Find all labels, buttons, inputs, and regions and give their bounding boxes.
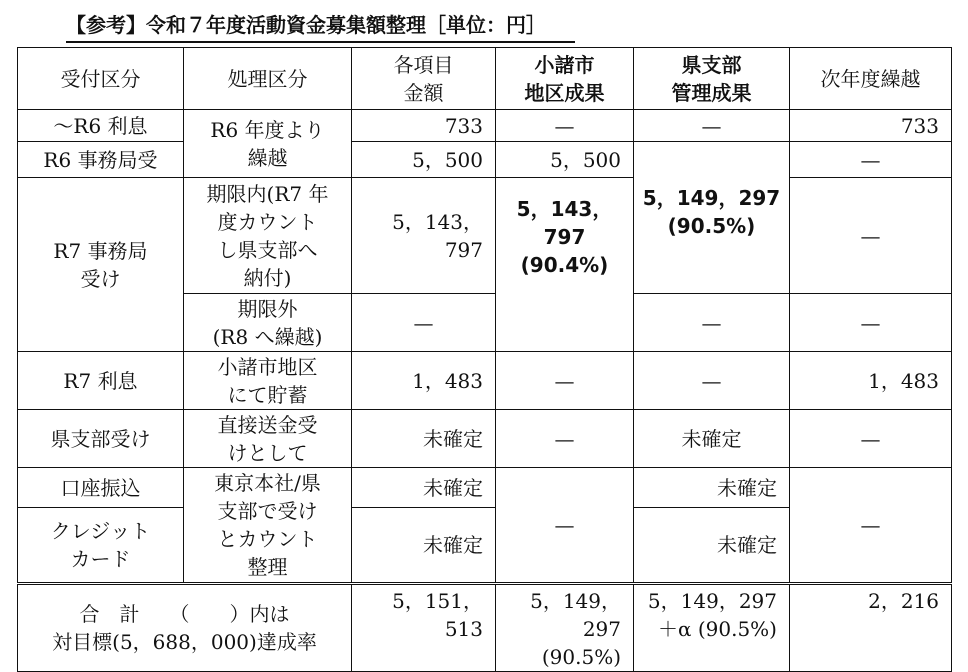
- cell-total-city: [496, 584, 634, 672]
- cell-transfer-pref: 未確定: [634, 468, 790, 508]
- fund-summary-table: [17, 47, 952, 672]
- cell-r6-interest-label: ～R6 利息: [18, 110, 184, 142]
- cell-total-city-value: 5，149，297: [530, 589, 621, 641]
- cell-total-pref: [634, 584, 790, 672]
- cell-r6-interest-carry: 733: [790, 110, 952, 142]
- cell-r6-office-city: 5，500: [496, 142, 634, 178]
- cell-r7-in-period-process: [184, 178, 352, 294]
- cell-pref-receipt-process-line2: けとして: [227, 440, 308, 465]
- row-r7-interest: [18, 352, 952, 410]
- cell-r7-out-period-line2: (R8 へ繰越): [212, 324, 323, 349]
- cell-r7-interest-process-line2: にて貯蓄: [227, 382, 308, 407]
- cell-total-amount: 5，151，513: [352, 584, 496, 672]
- cell-pref-receipt-city: —: [496, 410, 634, 468]
- cell-r7-city-result: [496, 178, 634, 352]
- cell-pref-merged-value: 5，149，297: [642, 186, 781, 210]
- cell-total-label-line1: 合 計 （ ）内は: [79, 602, 290, 626]
- cell-r6-office-carry: —: [790, 142, 952, 178]
- header-row: [18, 48, 952, 110]
- cell-total-label-line2: 対目標(5，688，000)達成率: [52, 630, 317, 654]
- cell-r7-office-label-line2: 受け: [80, 266, 121, 291]
- cell-r7-out-period-line1: 期限外: [237, 296, 298, 321]
- header-process-category: 処理区分: [184, 48, 352, 110]
- row-total: [18, 584, 952, 672]
- cell-total-pref-rate: ＋α (90.5%): [657, 617, 777, 641]
- header-item-amount-line1: 各項目: [393, 52, 454, 77]
- cell-r7-in-period-line1: 期限内(R7 年: [206, 181, 329, 206]
- cell-pref-merged-result: [634, 142, 790, 294]
- cell-pref-receipt-amount: 未確定: [352, 410, 496, 468]
- row-bank-transfer: [18, 468, 952, 508]
- cell-shared-process-line1: 東京本社/県: [214, 471, 321, 495]
- cell-r7-office-label-line1: R7 事務局: [53, 238, 148, 263]
- cell-credit-amount: 未確定: [352, 508, 496, 584]
- cell-r7-in-period-line2: 度カウント: [217, 209, 318, 234]
- cell-r6-carry-process: [184, 110, 352, 178]
- cell-pref-receipt-pref: 未確定: [634, 410, 790, 468]
- cell-pref-receipt-process-line1: 直接送金受: [217, 412, 318, 437]
- cell-pref-merged-rate: (90.5%): [667, 214, 756, 238]
- cell-r7-interest-city: —: [496, 352, 634, 410]
- cell-pref-receipt-carry: —: [790, 410, 952, 468]
- cell-credit-pref: 未確定: [634, 508, 790, 584]
- cell-total-carry: 2，216: [790, 584, 952, 672]
- cell-r7-out-period-amount: —: [352, 294, 496, 352]
- cell-r6-office-label: R6 事務局受: [18, 142, 184, 178]
- header-prefecture-result-line2: 管理成果: [671, 80, 752, 105]
- cell-r7-interest-process-line1: 小諸市地区: [217, 354, 318, 379]
- cell-shared-process: [184, 468, 352, 584]
- row-pref-receipt: [18, 410, 952, 468]
- row-r7-office-in-period: [18, 178, 952, 294]
- cell-transfer-credit-city: —: [496, 468, 634, 584]
- cell-r7-interest-label: R7 利息: [18, 352, 184, 410]
- header-prefecture-result-line1: 県支部: [681, 52, 742, 77]
- cell-r6-interest-amount: 733: [352, 110, 496, 142]
- cell-r7-out-period-carry: —: [790, 294, 952, 352]
- cell-r7-in-period-line3: し県支部へ: [217, 237, 318, 262]
- cell-shared-process-line4: 整理: [247, 555, 288, 579]
- cell-r7-out-period-pref: —: [634, 294, 790, 352]
- cell-credit-label: [18, 508, 184, 584]
- header-komoro-result-line2: 地区成果: [524, 80, 605, 105]
- header-prefecture-result: [634, 48, 790, 110]
- row-r6-interest: [18, 110, 952, 142]
- cell-shared-process-line2: 支部で受け: [217, 499, 318, 523]
- row-r6-office: [18, 142, 952, 178]
- header-item-amount-line2: 金額: [403, 80, 444, 105]
- cell-r6-carry-process-line1: R6 年度より: [210, 117, 325, 142]
- cell-credit-label-line1: クレジット: [50, 519, 151, 543]
- title-underline: [66, 41, 575, 43]
- page-title: 【参考】令和７年度活動資金募集額整理［単位：円］: [66, 13, 546, 37]
- cell-r7-out-period-process: [184, 294, 352, 352]
- cell-transfer-credit-carry: —: [790, 468, 952, 584]
- cell-r7-office-label: [18, 178, 184, 352]
- header-komoro-result-line1: 小諸市: [534, 52, 595, 77]
- cell-r7-interest-amount: 1，483: [352, 352, 496, 410]
- cell-pref-receipt-process: [184, 410, 352, 468]
- header-reception-category: 受付区分: [18, 48, 184, 110]
- header-komoro-result: [496, 48, 634, 110]
- cell-r7-city-value: 5，143，797: [516, 196, 613, 249]
- cell-r7-interest-carry: 1，483: [790, 352, 952, 410]
- cell-r7-in-period-carry: —: [790, 178, 952, 294]
- cell-r7-interest-process: [184, 352, 352, 410]
- cell-credit-label-line2: カード: [70, 547, 131, 571]
- cell-transfer-amount: 未確定: [352, 468, 496, 508]
- cell-r7-city-rate: (90.4%): [520, 252, 609, 277]
- cell-pref-receipt-label: 県支部受け: [18, 410, 184, 468]
- cell-r6-interest-city: —: [496, 110, 634, 142]
- cell-total-city-rate: (90.5%): [541, 645, 621, 669]
- header-next-year-carryover: 次年度繰越: [790, 48, 952, 110]
- cell-transfer-label: 口座振込: [18, 468, 184, 508]
- cell-r6-office-amount: 5，500: [352, 142, 496, 178]
- cell-r7-in-period-amount: 5，143，797: [352, 178, 496, 294]
- header-item-amount: [352, 48, 496, 110]
- cell-total-label: [18, 584, 352, 672]
- cell-total-pref-value: 5，149，297: [647, 589, 777, 613]
- cell-r6-carry-process-line2: 繰越: [247, 145, 288, 170]
- cell-r7-in-period-line4: 納付): [243, 265, 292, 290]
- cell-shared-process-line3: とカウント: [217, 527, 318, 551]
- cell-r6-interest-pref: —: [634, 110, 790, 142]
- cell-r7-interest-pref: —: [634, 352, 790, 410]
